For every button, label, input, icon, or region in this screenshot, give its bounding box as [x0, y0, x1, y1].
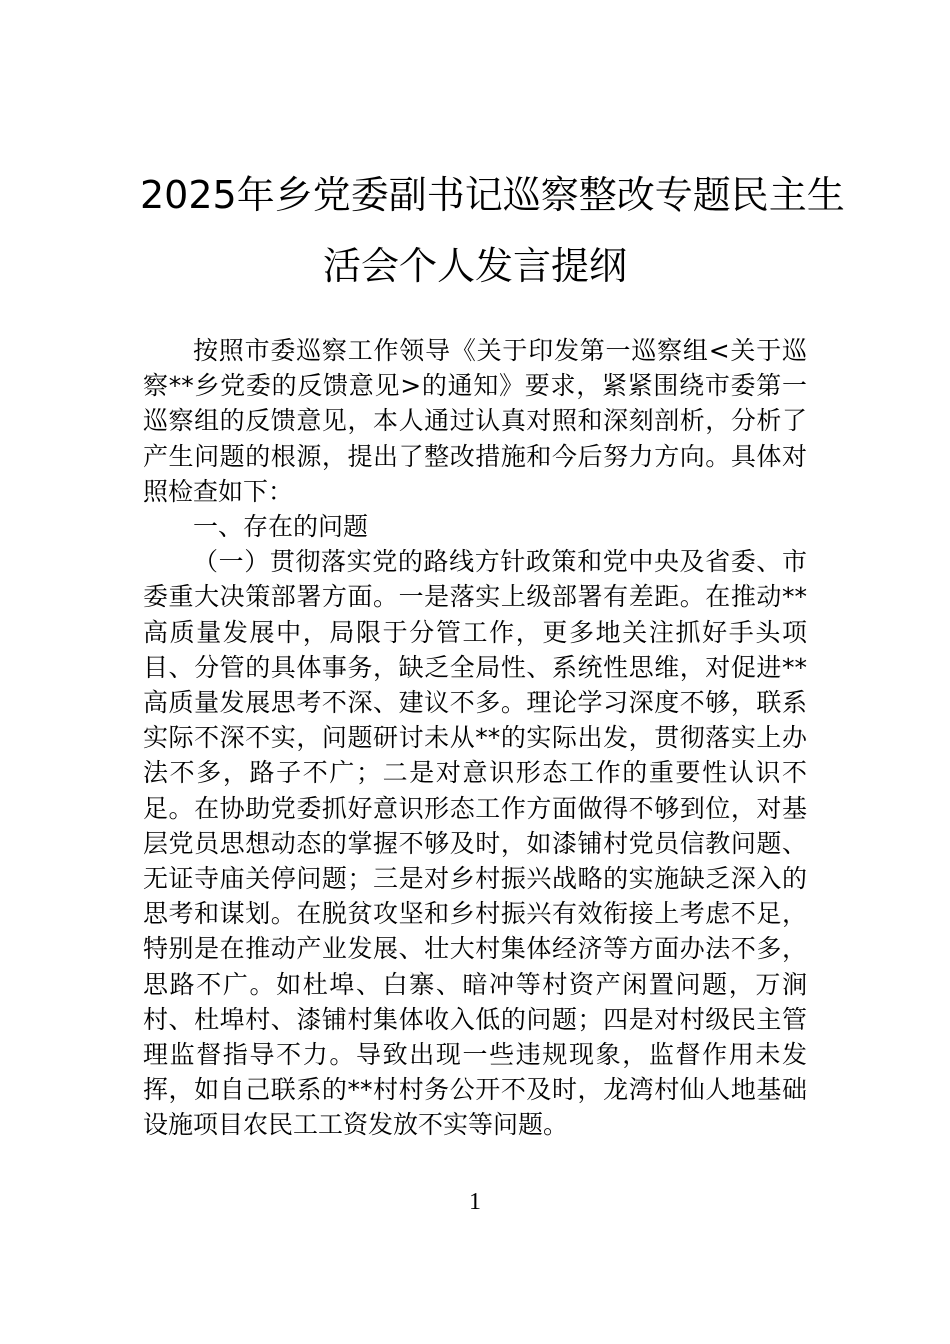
document-title-line-2: 活会个人发言提纲 — [322, 244, 627, 288]
document-body — [143, 333, 807, 1143]
intro-paragraph: 按照市委巡察工作领导《关于印发第一巡察组<关于巡察**乡党委的反馈意见>的通知》要求，紧紧围绕市委第一巡察组的反馈意见，本人通过认真对照和深刻剖析，分析了产生问题的根源，提出了整改措施和今后努力方向。具体对照检查如下： — [143, 336, 807, 506]
page-number: 1 — [469, 1189, 481, 1215]
document-title-line-1: 2025年乡党委副书记巡察整改专题民主生 — [140, 173, 845, 217]
section-heading: 一、存在的问题 — [193, 512, 369, 542]
subsection-paragraph: （一）贯彻落实党的路线方针政策和党中央及省委、市委重大决策部署方面。一是落实上级部署有差距。在推动**高质量发展中，局限于分管工作，更多地关注抓好手头项目、分管的具体事务，缺乏全局性、系统性思维，对促进**高质量发展思考不深、建议不多。理论学习深度不够，联系实际不深不实，问题研讨未从**的实际出发，贯彻落实上办法不多，路子不广；二是对意识形态工作的重要性认识不足。在协助党委抓好意识形态工作方面做得不够到位，对基层党员思想动态的掌握不够及时，如漆铺村党员信教问题、无证寺庙关停问题；三是对乡村振兴战略的实施缺乏深入的思考和谋划。在脱贫攻坚和乡村振兴有效衔接上考虑不足，特别是在推动产业发展、壮大村集体经济等方面办法不多，思路不广。如杜埠、白寨、暗冲等村资产闲置问题，万涧村、杜埠村、漆铺村集体收入低的问题；四是对村级民主管理监督指导不力。导致出现一些违规现象，监督作用未发挥，如自己联系的**村村务公开不及时，龙湾村仙人地基础设施项目农民工工资发放不实等问题。 — [143, 547, 807, 1140]
